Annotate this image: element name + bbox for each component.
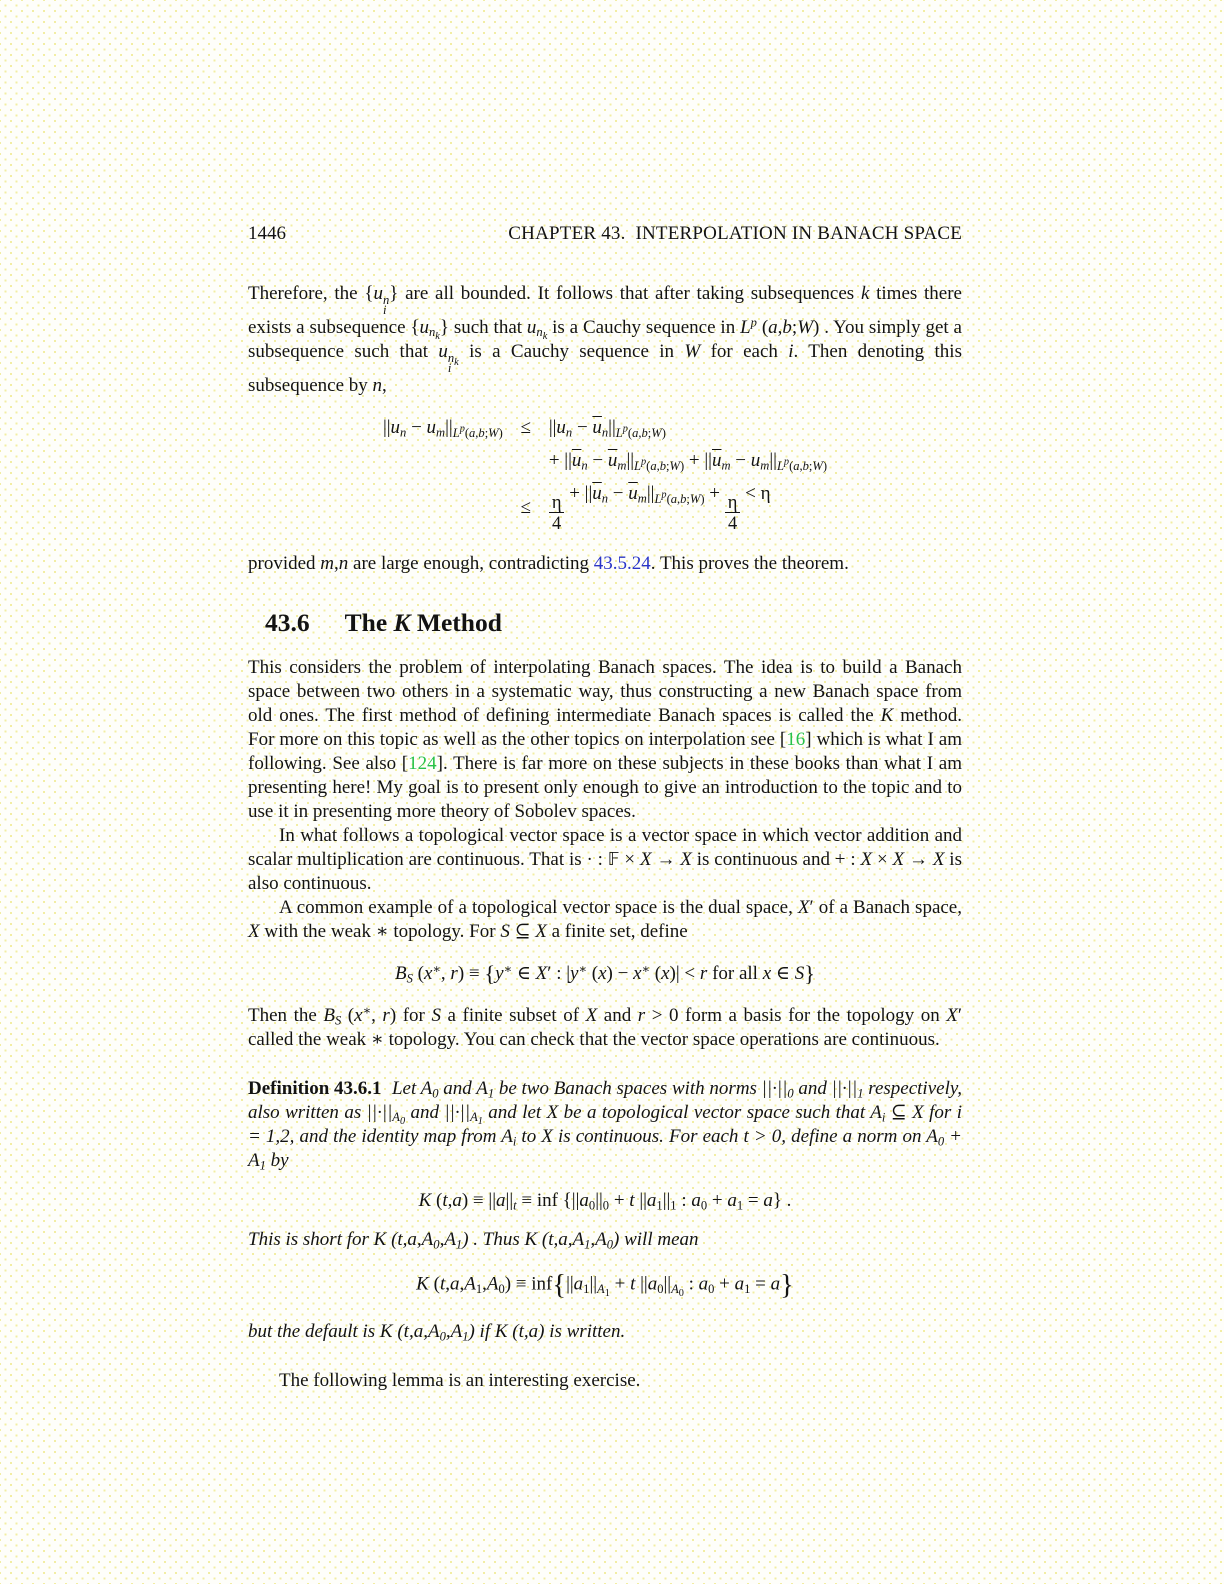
paragraph-then-basis: Then the $B_S$ (x∗, r) for S a finite subset of X and r > 0 form a basis for the topology on X′ called the weak ∗ topology. You can check that the vector space operations are continuous.: [248, 1003, 963, 1050]
paragraph-therefore: Therefore, the {u n i } are all bounded. It follows that after taking subsequences k times there exists a subsequence $\{u_{n_k}\}$ such that $u_{n_k}$ is a Cauchy sequence in $L^p$ (a,b;W) . You simply get a subsequence such that u $n_k$ i is a Cauchy sequence in W for each i. Then denoting this subsequence by n,: [248, 282, 962, 396]
paragraph-provided: provided m,n are large enough, contradicting 43.5.24. This proves the theorem.: [248, 553, 849, 575]
page-number: 1446: [248, 223, 286, 244]
section-heading: [248, 607, 962, 639]
running-header: [248, 222, 962, 246]
display-equation-basis-set: $B_S$ (x∗, r) ≡ {y∗ ∈ X′ : |y∗ (x) − x∗ (x)| < r for all x ∈ S}: [394, 960, 815, 986]
page-text-block: [248, 222, 962, 1393]
equation-rhs-line3: $\frac{\eta}{4}$ + $||\overline{u}_n - \overline{u}_m||_{L^p(a,b;W)}$ + $\frac{\eta}{4}$ < η: [549, 482, 771, 533]
definition-43-6-1: [248, 1077, 962, 1173]
display-equation-k-swapped: K $(t,a,A_1,A_0) \equiv inf\{||a_1||_{A_1} + t$ $||a_0||_{A_0}$ : $a_0 + a_1 = a$}: [416, 1270, 794, 1302]
paragraph-common-example: A common example of a topological vector space is the dual space, X′ of a Banach space, X with the weak ∗ topology. For S ⊆ X a finite set, define: [248, 896, 962, 942]
section-number: 43.6: [265, 608, 310, 638]
display-equation-k-functional: K $(t,a) \equiv ||a||_t$ ≡ inf {$||a_0||_0 + t$ $||a_1||_1$ : $a_0 + a_1 = a$} .: [418, 1189, 792, 1213]
theorem-ref-link[interactable]: 43.5.24: [593, 553, 651, 575]
equation-rhs-line2: + $||\overline{u}_n - \overline{u}_m||_{L^p(a,b;W)} + ||\overline{u}_m - u_m||_{L^p(a,b;W)}$: [548, 450, 828, 473]
paragraph-lemma-note: The following lemma is an interesting exercise.: [279, 1370, 641, 1392]
equation-rhs-line1: $||u_n - \overline{u}_n||_{L^p(a,b;W)}$: [548, 417, 666, 440]
citation-124-link[interactable]: 124: [408, 753, 437, 775]
equation-relation: ≤: [520, 417, 532, 439]
equation-relation: ≤: [520, 496, 532, 518]
equation-lhs: $||u_n - u_m||_{L^p(a,b;W)}$: [382, 417, 503, 440]
citation-16-link[interactable]: 16: [786, 729, 806, 751]
paragraph-short-for: This is short for K $(t,a,A_0,A_1)$ . Thus K $(t,a,A_1,A_0)$ will mean: [248, 1229, 699, 1252]
chapter-running-title: CHAPTER 43. INTERPOLATION IN BANACH SPACE: [508, 223, 962, 244]
paragraph-default: but the default is K $(t,a,A_0,A_1)$ if K (t,a) is written.: [248, 1321, 626, 1344]
paragraph-considers: This considers the problem of interpolating Banach spaces. The idea is to build a Banach space between two others in a systematic way, thus constructing a new Banach space from old ones. The first method of defining intermediate Banach spaces is called the K method. For more on this topic as well as the other topics on interpolation see [16] which is what I am following. See also [124]. There is far more on these subjects in these books than what I am presenting here! My goal is to present only enough to give an introduction to the topic and to use it in presenting more theory of Sobolev spaces.: [248, 657, 963, 823]
display-equation-norm-estimate: [248, 416, 962, 533]
definition-body: Let $A_0$ and $A_1$ be two Banach spaces with norms $||\cdot||_0$ and $||\cdot||_1$ respectively, also written as $||\cdot||_{A_0}$ and $||\cdot||_{A_1}$ and let X be a topological vector space such that $A_i$ ⊆ X for i = 1,2, and the identity map from $A_i$ to X is continuous. For each t > 0, define a norm on $A_0 + A_1$ by: [248, 1077, 963, 1173]
paragraph-topological-vector-space: In what follows a topological vector space is a vector space in which vector addition and scalar multiplication are continuous. That is · : 𝔽 × X → X is continuous and + : X × X → X is also continuous.: [248, 824, 962, 894]
section-title: The K Method: [344, 608, 502, 638]
definition-label: Definition 43.6.1: [248, 1077, 382, 1099]
